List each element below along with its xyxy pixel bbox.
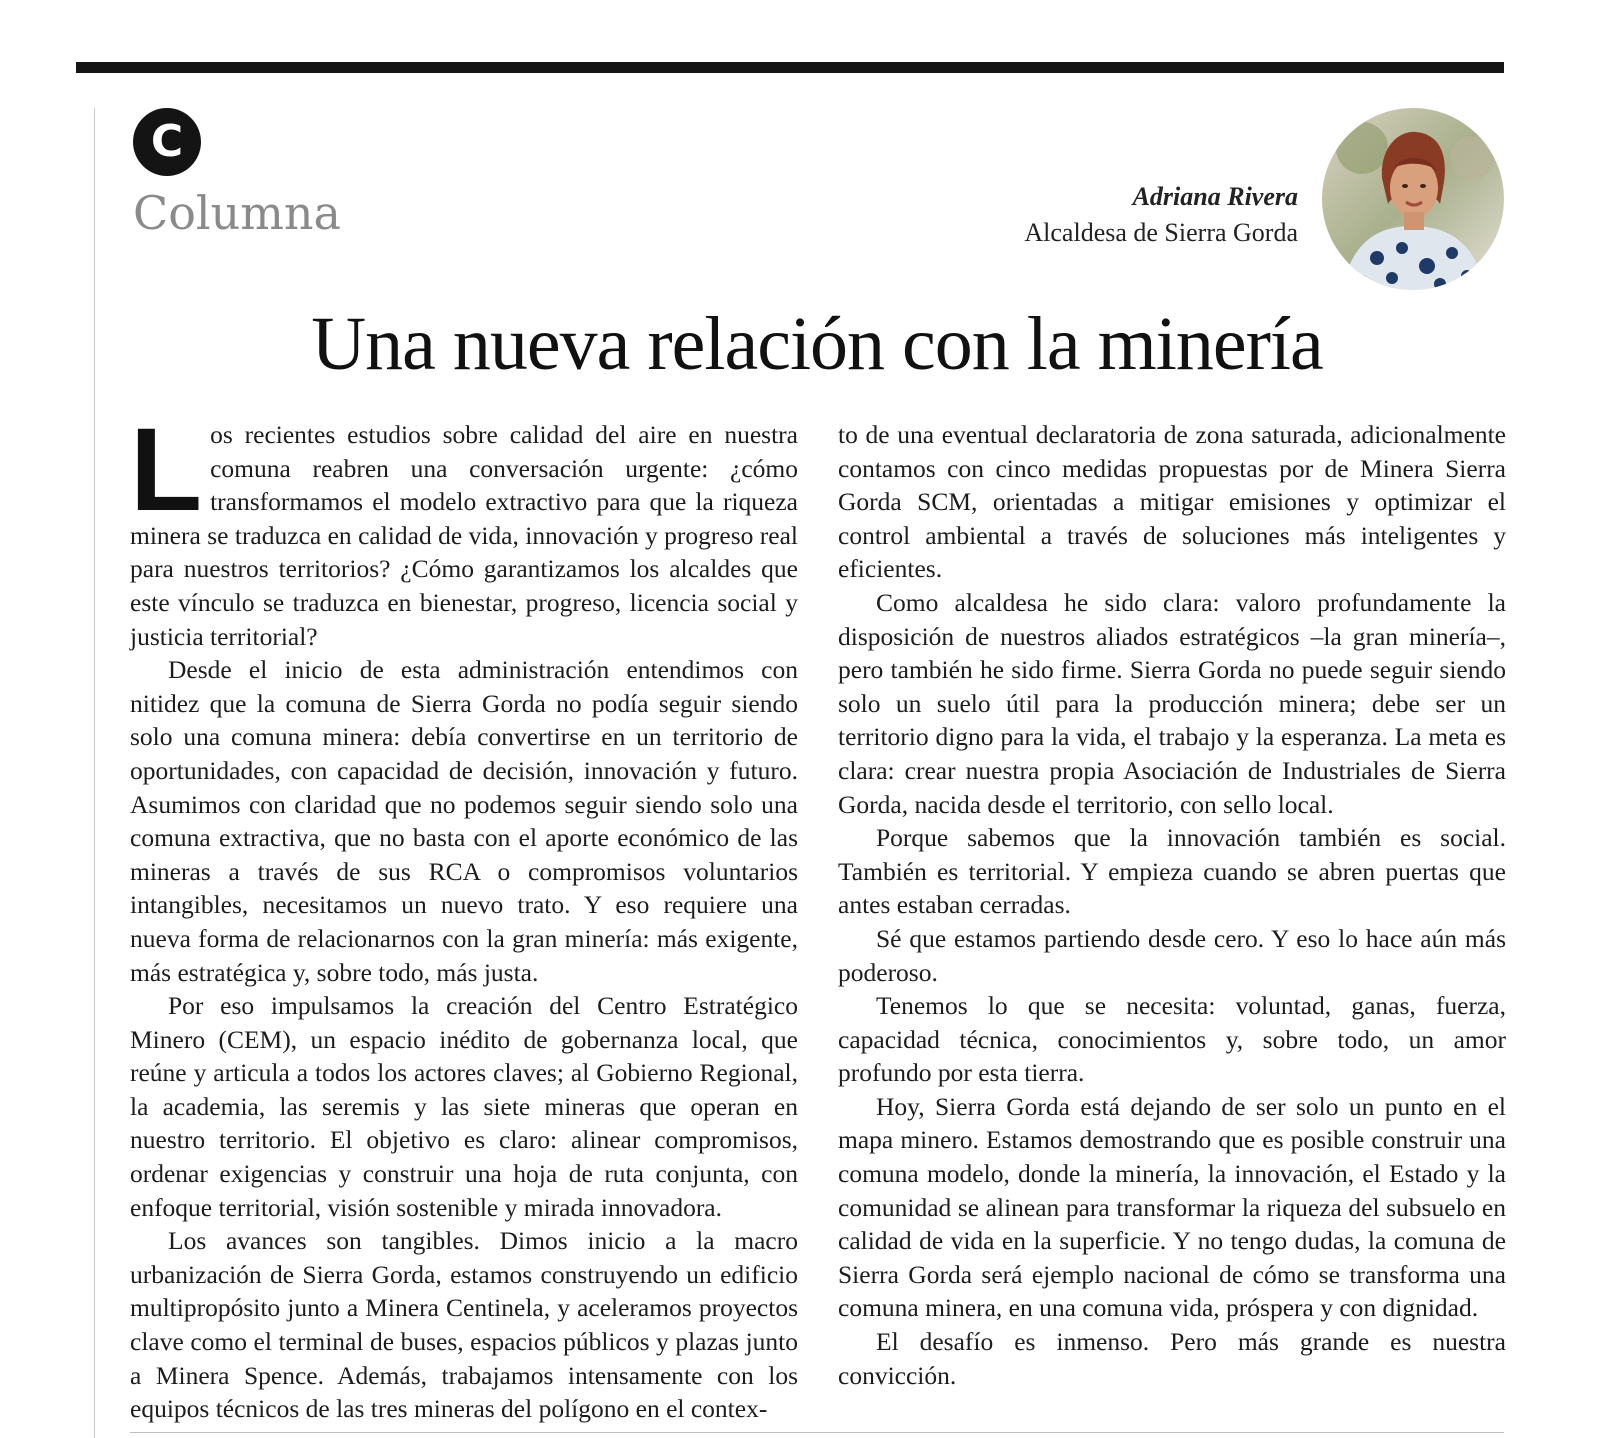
article-paragraph: Como alcaldesa he sido clara: valoro profundamente la disposición de nuestros aliados estratégicos –la gran minería–, pero también he sido firme. Sierra Gorda no puede seguir siendo solo un suelo útil para la producción minera; debe ser un territorio digno para la vida, el trabajo y la esperanza. La meta es clara: crear nuestra propia Asociación de Industriales de Sierra Gorda, nacida desde el territorio, con sello local. xyxy=(838,587,1506,819)
article-paragraph: Desde el inicio de esta administración entendimos con nitidez que la comuna de Sierra Gorda no podía seguir siendo solo una comuna minera: debía convertirse en un territorio de oportunidades, con capacidad de decisión, innovación y futuro. Asumimos con claridad que no podemos seguir siendo solo una comuna extractiva, que no basta con el aporte económico de las mineras a través de sus RCA o compromisos voluntarios intangibles, necesitamos un nuevo trato. Y eso requiere una nueva forma de relacionarnos con la gran minería: más exigente, más estratégica y, sobre todo, más justa. xyxy=(130,655,798,987)
top-rule xyxy=(76,62,1504,73)
article-paragraph: Hoy, Sierra Gorda está dejando de ser solo un punto en el mapa minero. Estamos demostrando que es posible construir una comuna modelo, donde la minería, la innovación, el Estado y la comunidad se alinean para transformar la riqueza del subsuelo en calidad de vida en la superficie. Y no tengo dudas, la comuna de Sierra Gorda será ejemplo nacional de cómo se transforma una comuna minera, en una comuna vida, próspera y con dignidad. xyxy=(838,1091,1506,1323)
article-paragraph: Sé que estamos partiendo desde cero. Y eso lo hace aún más poderoso. xyxy=(838,923,1506,987)
bottom-rule xyxy=(130,1432,1504,1433)
author-name: Adriana Rivera xyxy=(1132,182,1298,211)
article-paragraph: El desafío es inmenso. Pero más grande es nuestra convicción. xyxy=(838,1327,1506,1390)
left-column-rule xyxy=(94,108,95,1438)
article-column-left xyxy=(130,404,798,1426)
paragraph-text: os recientes estudios sobre calidad del aire en nuestra comuna reabren una conversación urgente: ¿cómo transformamos el modelo extractivo para que la riqueza minera se traduzca en calidad de vida, innovación y progreso real para nuestros territorios? ¿Cómo garantizamos los alcaldes que este vínculo se traduzca en bienestar, progreso, licencia social y justicia territorial? xyxy=(130,420,798,651)
section-badge: C xyxy=(133,108,201,176)
article-paragraph: Tenemos lo que se necesita: voluntad, ganas, fuerza, capacidad técnica, conocimientos y, sobre todo, un amor profundo por esta tierra. xyxy=(838,991,1506,1088)
author-role: Alcaldesa de Sierra Gorda xyxy=(1024,218,1298,247)
article-paragraph xyxy=(130,404,798,653)
article-paragraph: Los avances son tangibles. Dimos inicio a la macro urbanización de Sierra Gorda, estamos construyendo un edificio multipropósito junto a Minera Centinela, y aceleramos proyectos clave como el terminal de buses, espacios públicos y plazas junto a Minera Spence. Además, trabajamos intensamente con los equipos técnicos de las tres mineras del polígono en el contex- xyxy=(130,1226,798,1424)
article-paragraph: to de una eventual declaratoria de zona saturada, adicionalmente contamos con cinco medidas propuestas por de Minera Sierra Gorda SCM, orientadas a mitigar emisiones y optimizar el control ambiental a través de soluciones más inteligentes y eficientes. xyxy=(838,420,1506,584)
drop-cap: L xyxy=(130,404,203,536)
section-label: Columna xyxy=(133,186,341,240)
article-paragraph: Porque sabemos que la innovación también es social. También es territorial. Y empieza cuando se abren puertas que antes estaban cerradas. xyxy=(838,823,1506,920)
article-column-right xyxy=(838,418,1506,1392)
article-headline: Una nueva relación con la minería xyxy=(311,302,1323,386)
article-paragraph: Por eso impulsamos la creación del Centro Estratégico Minero (CEM), un espacio inédito de gobernanza local, que reúne y articula a todos los actores claves; al Gobierno Regional, la academia, las seremis y las siete mineras que operan en nuestro territorio. El objetivo es claro: alinear compromisos, ordenar exigencias y construir una hoja de ruta conjunta, con enfoque territorial, visión sostenible y mirada innovadora. xyxy=(130,991,798,1222)
author-portrait-icon xyxy=(1322,108,1504,290)
author-avatar xyxy=(1322,108,1504,290)
